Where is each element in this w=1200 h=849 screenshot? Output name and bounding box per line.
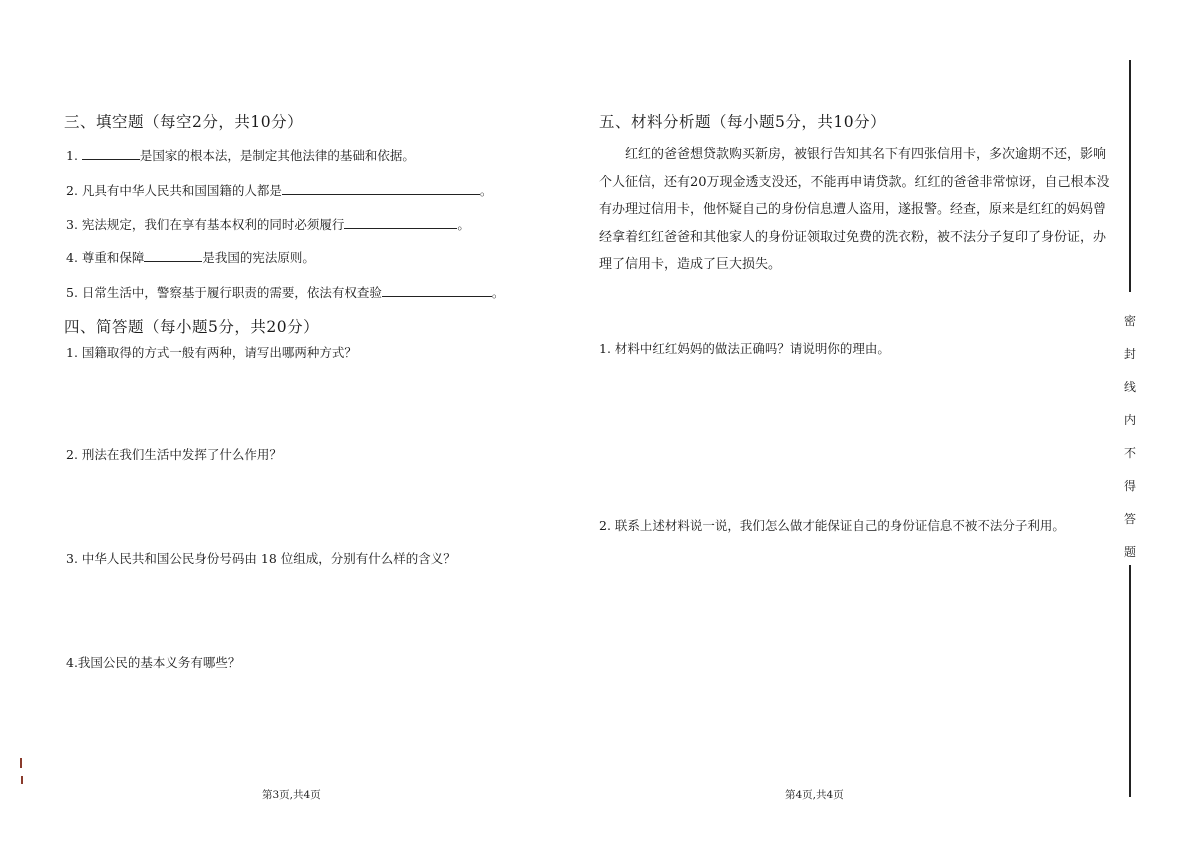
binding-margin-char: 答 [1123,512,1136,526]
fill-question-5-suffix: 。 [491,285,505,300]
fill-question-5-prefix: 5. 日常生活中，警察基于履行职责的需要，依法有权查验 [66,285,382,300]
scan-mark [20,758,22,768]
material-line: 有办理过信用卡，他怀疑自己的身份信息遭人盗用，遂报警。经查，原来是红红的妈妈曾 [599,202,1107,217]
answer-blank [382,284,492,297]
fill-question-3-prefix: 3. 宪法规定，我们在享有基本权利的同时必须履行 [66,217,345,232]
short-question-2: 2. 刑法在我们生活中发挥了什么作用？ [66,447,282,462]
binding-margin-char: 内 [1123,413,1136,427]
page-footer-right: 第4页,共4页 [785,789,844,801]
fill-question-4 [66,248,315,266]
fill-question-3-suffix: 。 [457,217,470,232]
binding-margin-char: 封 [1123,347,1136,361]
short-question-3: 3. 中华人民共和国公民身份号码由 18 位组成，分别有什么样的含义？ [66,551,456,566]
fill-question-1 [66,146,415,164]
fill-question-1-suffix: 是国家的根本法，是制定其他法律的基础和依据。 [139,148,415,163]
fill-section-title: 三、填空题（每空2分，共10分） [64,113,304,131]
material-line: 红红的爸爸想贷款购买新房，被银行告知其名下有四张信用卡，多次逾期不还，影响 [625,147,1107,162]
binding-margin-char: 密 [1123,314,1136,328]
binding-margin-char: 得 [1123,479,1136,493]
fill-question-2-prefix: 2. 凡具有中华人民共和国国籍的人都是 [66,183,282,198]
page-footer-left: 第3页,共4页 [262,789,321,801]
fill-question-4-prefix: 4. 尊重和保障 [66,250,145,265]
binding-line-top [1129,60,1131,292]
material-line: 个人征信，还有20万现金透支没还，不能再申请贷款。红红的爸爸非常惊讶，自己根本没 [599,174,1110,190]
material-line: 经拿着红红爸爸和其他家人的身份证领取过免费的洗衣粉，被不法分子复印了身份证，办 [599,229,1107,245]
fill-question-1-prefix: 1. [66,148,78,163]
binding-line-bottom [1129,565,1131,797]
binding-margin-char: 不 [1123,446,1136,460]
scan-mark [21,776,23,784]
analysis-section-title: 五、材料分析题（每小题5分，共10分） [599,113,887,131]
analysis-question-1: 1. 材料中红红妈妈的做法正确吗？请说明你的理由。 [599,341,890,356]
answer-blank [344,216,457,229]
answer-blank [82,147,140,160]
fill-question-5 [66,283,504,301]
short-question-1: 1. 国籍取得的方式一般有两种，请写出哪两种方式？ [66,345,357,360]
material-line: 理了信用卡，造成了巨大损失。 [599,257,782,272]
fill-question-4-suffix: 是我国的宪法原则。 [202,250,315,265]
fill-question-2 [66,181,492,199]
binding-margin-char: 题 [1123,545,1136,559]
answer-blank [144,249,202,262]
fill-question-3 [66,215,470,233]
binding-margin-char: 线 [1123,380,1136,394]
short-question-4: 4.我国公民的基本义务有哪些？ [66,655,241,670]
material-passage [599,141,1109,279]
short-answer-section-title: 四、简答题（每小题5分，共20分） [64,318,320,336]
fill-question-2-suffix: 。 [479,183,493,198]
analysis-question-2: 2. 联系上述材料说一说，我们怎么做才能保证自己的身份证信息不被不法分子利用。 [599,518,1065,533]
answer-blank [282,182,480,195]
